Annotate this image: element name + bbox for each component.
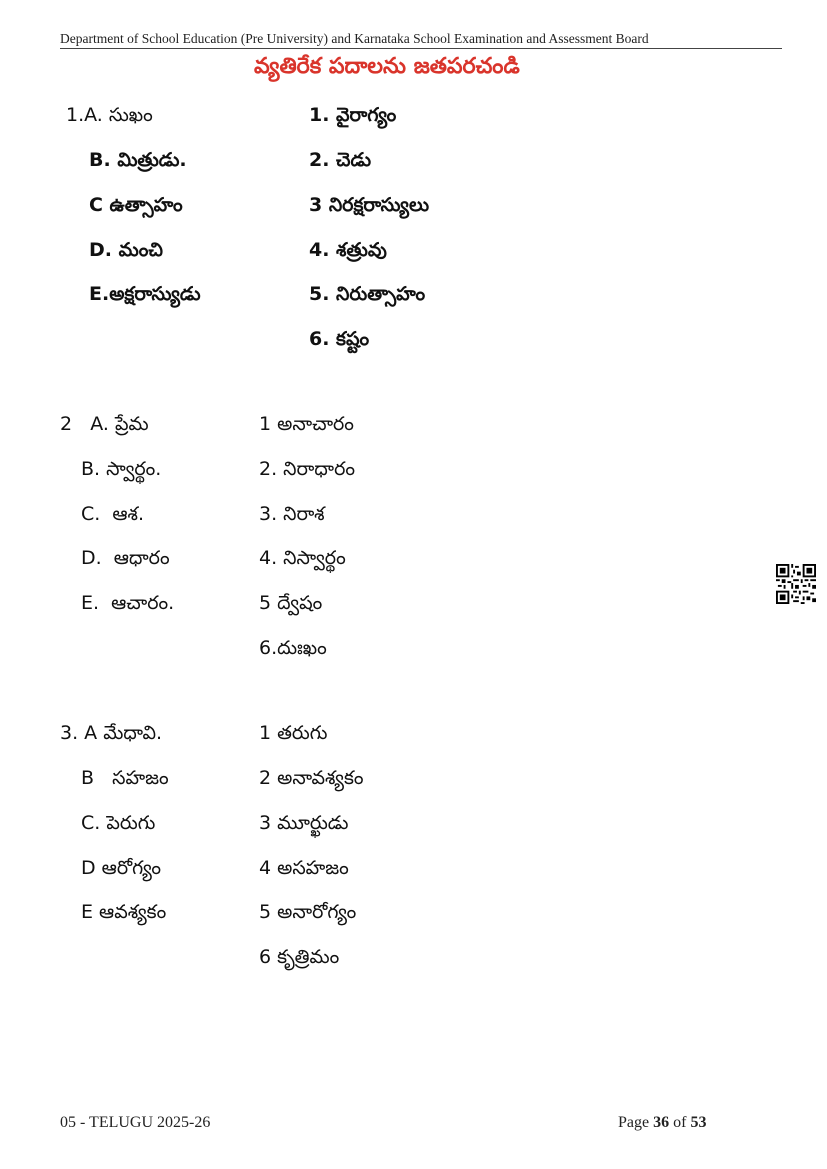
q1-right-5: 5. నిరుత్సాహం xyxy=(309,283,426,305)
q2-right-1: 1 అనాచారం xyxy=(259,413,354,435)
q3-left-a: 3. A మేధావి. xyxy=(60,722,163,744)
header-divider xyxy=(60,48,782,49)
q1-left-a: 1.A. సుఖం xyxy=(66,104,153,126)
q2-left-b: B. స్వార్థం. xyxy=(81,458,162,480)
q2-left-c: C. ఆశ. xyxy=(81,503,145,525)
q2-left-d: D. ఆధారం xyxy=(81,547,170,569)
q3-right-2: 2 అనావశ్యకం xyxy=(259,767,364,789)
page-of: of xyxy=(669,1114,691,1131)
q1-left-d: D. మంచి xyxy=(89,239,163,261)
q3-left-d: D ఆరోగ్యం xyxy=(81,857,161,879)
q1-left-b: B. మిత్రుడు. xyxy=(89,149,187,171)
qr-code-icon[interactable] xyxy=(776,564,816,604)
q2-right-3: 3. నిరాశ xyxy=(259,503,325,525)
q3-right-3: 3 మూర్ఖుడు xyxy=(259,812,349,834)
q3-left-c: C. పెరుగు xyxy=(81,812,156,834)
page-current: 36 xyxy=(653,1114,670,1131)
q1-right-3: 3 నిరక్షరాస్యులు xyxy=(309,194,430,216)
q2-right-6: 6.దుఃఖం xyxy=(259,637,327,659)
q3-right-1: 1 తరుగు xyxy=(259,722,328,744)
page-header: Department of School Education (Pre University) and Karnataka School Examination and Assessment Board xyxy=(60,31,649,46)
q3-left-e: E ఆవశ్యకం xyxy=(81,901,167,923)
footer-subject: 05 - TELUGU 2025-26 xyxy=(60,1114,211,1131)
q2-right-4: 4. నిస్వార్థం xyxy=(259,547,346,569)
page-total: 53 xyxy=(690,1114,707,1131)
q3-right-5: 5 అనారోగ్యం xyxy=(259,901,357,923)
q3-right-4: 4 అసహజం xyxy=(259,857,349,879)
q1-left-c: C ఉత్సాహం xyxy=(89,194,183,216)
q2-right-5: 5 ద్వేషం xyxy=(259,592,323,614)
q2-right-2: 2. నిరాధారం xyxy=(259,458,355,480)
q1-left-e: E.అక్షరాస్యుడు xyxy=(89,283,201,305)
page-title: వ్యతిరేక పదాలను జతపరచండి xyxy=(254,54,520,79)
q1-right-6: 6. కష్టం xyxy=(309,328,370,350)
page-number xyxy=(618,1114,706,1132)
q2-left-a: 2 A. ప్రేమ xyxy=(60,413,149,435)
q1-right-1: 1. వైరాగ్యం xyxy=(309,104,397,126)
q3-right-6: 6 కృత్రిమం xyxy=(259,946,340,968)
page-prefix: Page xyxy=(618,1114,654,1131)
q2-left-e: E. ఆచారం. xyxy=(81,592,175,614)
q1-right-4: 4. శత్రువు xyxy=(309,239,387,261)
q3-left-b: B సహజం xyxy=(81,767,169,789)
q1-right-2: 2. చెడు xyxy=(309,149,372,171)
